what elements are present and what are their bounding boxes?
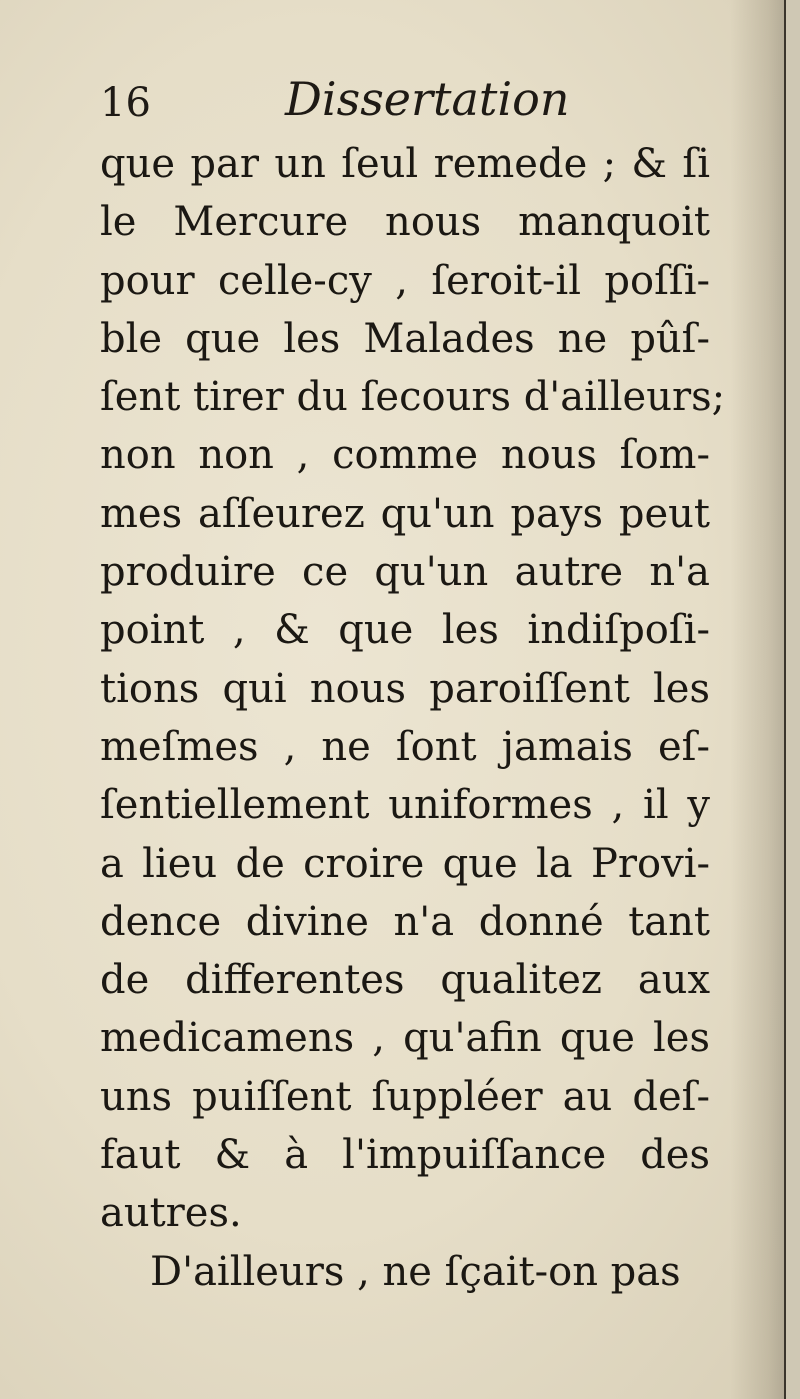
page-number: 16 [100, 80, 151, 126]
text-line-paragraph-start: D'ailleurs , ne ſçait-on pas [150, 1248, 681, 1295]
text-line: uns puiſſent ſuppléer au deſ- [100, 1073, 710, 1120]
text-line: faut & à l'impuiſſance des [100, 1132, 710, 1179]
text-line: ſent tirer du ſecours d'ailleurs; [100, 374, 726, 421]
text-line-paragraph-end: autres. [100, 1190, 242, 1237]
body-text [100, 135, 726, 1301]
running-title: Dissertation [285, 72, 570, 126]
text-line: non non , comme nous ſom- [100, 432, 710, 479]
text-line: meſmes , ne ſont jamais eſ- [100, 723, 710, 770]
text-line: le Mercure nous manquoit [100, 199, 710, 246]
text-line: ble que les Malades ne pûſ- [100, 315, 710, 362]
page-header [100, 72, 700, 142]
text-line: tions qui nous paroiſſent les [100, 665, 710, 712]
text-line: de differentes qualitez aux [100, 957, 710, 1004]
text-line: produire ce qu'un autre n'a [100, 549, 710, 596]
text-line: medicamens , qu'afin que les [100, 1015, 710, 1062]
text-line: pour celle-cy , ſeroit-il poſſi- [100, 257, 710, 304]
text-line: point , & que les indiſpoſi- [100, 607, 710, 654]
text-line: mes aſſeurez qu'un pays peut [100, 490, 710, 537]
page-edge [784, 0, 800, 1399]
text-line: ſentiellement uniformes , il y [100, 782, 710, 829]
text-line: a lieu de croire que la Provi- [100, 840, 710, 887]
text-line: que par un ſeul remede ; & ſi [100, 141, 710, 187]
text-line: dence divine n'a donné tant [100, 898, 710, 945]
